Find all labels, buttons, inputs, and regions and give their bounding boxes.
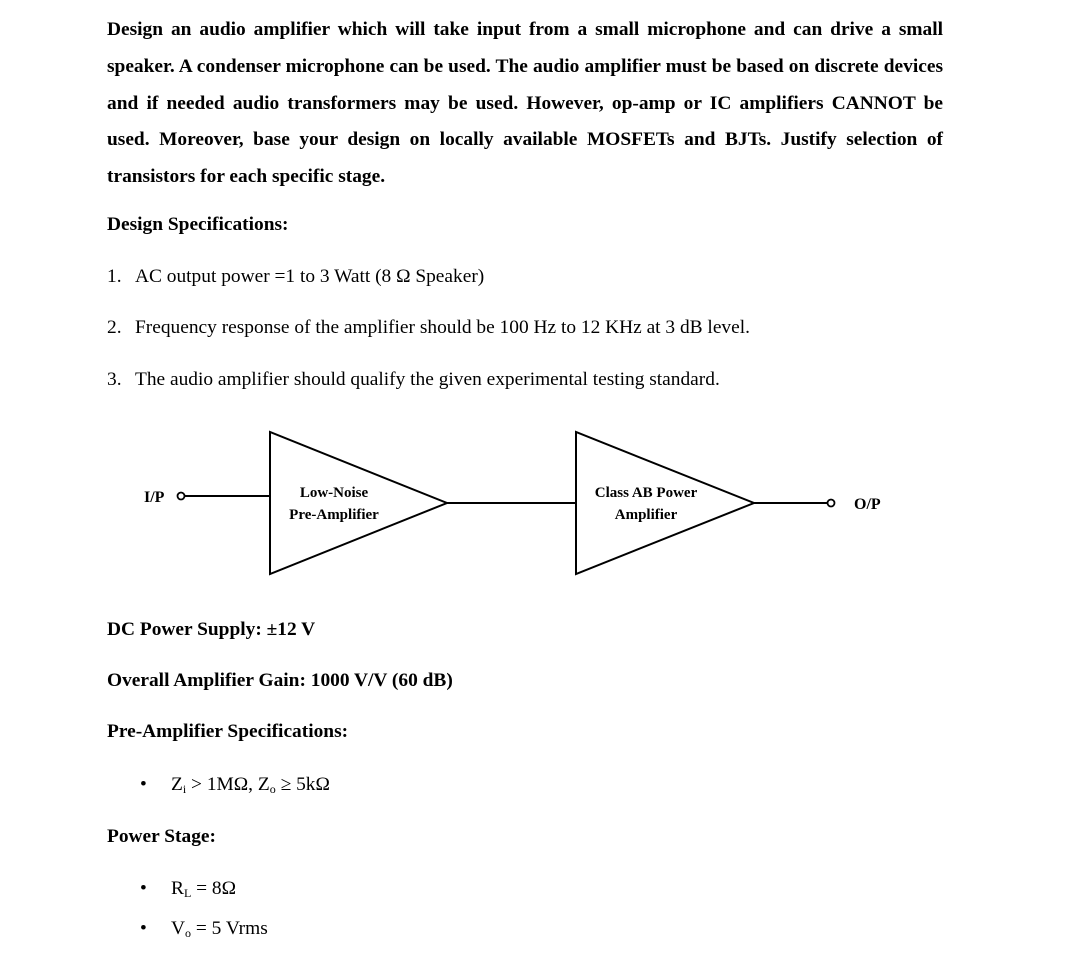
bullet-dot: • <box>140 878 147 899</box>
rl-subscript: L <box>183 886 192 900</box>
block-diagram <box>0 420 1069 590</box>
output-voltage-bullet <box>140 918 268 941</box>
vo-subscript: o <box>185 926 192 940</box>
spec-item-text: AC output power =1 to 3 Watt (8 Ω Speaker) <box>135 266 485 287</box>
vo-value: = 5 Vrms <box>191 918 268 939</box>
power-amp-label-line1: Class AB Power <box>594 485 698 501</box>
vo-symbol: V <box>171 918 186 939</box>
preamp-label-line2: Pre-Amplifier <box>289 507 379 523</box>
input-label: I/P <box>144 489 165 506</box>
rl-value: = 8Ω <box>191 878 237 899</box>
power-amp-label-line2: Amplifier <box>614 507 678 523</box>
zo-symbol: Z <box>257 774 270 795</box>
spec-item-number: 1. <box>107 266 122 287</box>
preamp-label-line1: Low-Noise <box>299 485 369 501</box>
spec-item-text: The audio amplifier should qualify the given experimental testing standard. <box>135 369 720 390</box>
spec-item-number: 3. <box>107 369 122 390</box>
preamp-specifications-heading: Pre-Amplifier Specifications: <box>107 721 349 742</box>
input-terminal <box>178 493 185 500</box>
preamp-triangle <box>270 432 447 574</box>
dc-power-supply: DC Power Supply: ±12 V <box>107 619 316 640</box>
design-specifications-heading: Design Specifications: <box>107 214 289 235</box>
bullet-dot: • <box>140 918 147 939</box>
zi-symbol: Z <box>171 774 183 795</box>
output-terminal <box>828 500 835 507</box>
spec-item-3 <box>107 369 720 391</box>
rl-symbol: R <box>171 878 184 899</box>
zi-value: > 1MΩ, <box>186 774 258 795</box>
power-stage-heading: Power Stage: <box>107 826 216 847</box>
spec-item-2 <box>107 317 750 339</box>
power-amp-triangle <box>576 432 754 574</box>
spec-item-text: Frequency response of the amplifier should be 100 Hz to 12 KHz at 3 dB level. <box>135 317 750 338</box>
preamp-impedance-bullet <box>140 774 330 797</box>
zo-value: ≥ 5kΩ <box>275 774 330 795</box>
load-resistance-bullet <box>140 878 236 901</box>
bullet-dot: • <box>140 774 147 795</box>
zo-subscript: o <box>269 782 276 796</box>
overall-amplifier-gain: Overall Amplifier Gain: 1000 V/V (60 dB) <box>107 670 453 691</box>
spec-item-1 <box>107 266 484 288</box>
intro-paragraph: Design an audio amplifier which will take input from a small microphone and can drive a small speaker. A condenser microphone can be used. The audio amplifier must be based on discrete devices and if needed audio transformers may be used. However, op-amp or IC amplifiers CANNOT be used. Moreover, base your design on locally available MOSFETs and BJTs. Justify selection of transistors for each specific stage. <box>107 19 943 188</box>
zi-subscript: i <box>182 782 187 796</box>
output-label: O/P <box>854 496 881 513</box>
spec-item-number: 2. <box>107 317 122 338</box>
